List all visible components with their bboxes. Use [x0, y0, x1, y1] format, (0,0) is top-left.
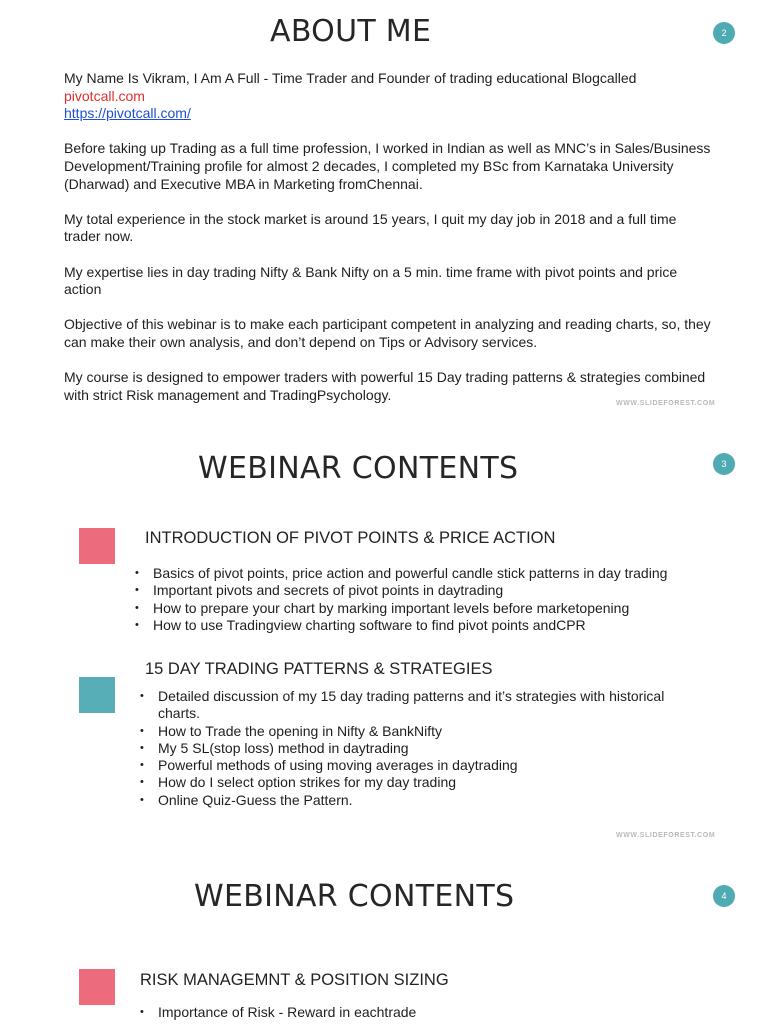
list-item: • My 5 SL(stop loss) method in daytrading — [140, 740, 700, 757]
slide-title: ABOUT ME — [270, 14, 432, 49]
paragraph-course: My course is designed to empower traders with powerful 15 Day trading patterns & strategies combined with strict Risk management and TradingPsychology. — [64, 369, 706, 403]
intro-text: My Name Is Vikram, I Am A Full - Time Trader and Founder of trading educational Blogcalled — [64, 70, 637, 86]
paragraph-expertise: My expertise lies in day trading Nifty & Bank Nifty on a 5 min. time frame with pivot points and price action — [64, 263, 678, 298]
list-item: • Online Quiz-Guess the Pattern. — [140, 792, 700, 809]
list-item: • Basics of pivot points, price action and powerful candle stick patterns in day trading — [135, 565, 725, 582]
page-number-badge: 3 — [713, 453, 735, 475]
paragraph-career: Before taking up Trading as a full time profession, I worked in Indian as well as MNC’s in Sales/Business Development/Training profile for almost 2 decades, I completed my BSc from Karnataka University (Dharwad) and Executive MBA in Marketing fromChennai. — [64, 140, 711, 192]
section-title-risk-management: RISK MANAGEMNT & POSITION SIZING — [140, 971, 449, 989]
section-marker-pink — [79, 969, 115, 1005]
watermark: WWW.SLIDEFOREST.COM — [616, 832, 716, 839]
list-item: • Importance of Risk - Reward in eachtrade — [140, 1004, 700, 1021]
page-number-badge: 2 — [713, 22, 735, 44]
list-item: • Important pivots and secrets of pivot points in daytrading — [135, 582, 725, 599]
site-link[interactable]: https://pivotcall.com/ — [64, 105, 191, 122]
site-name: pivotcall.com — [64, 87, 145, 104]
section-title-pivot-points: INTRODUCTION OF PIVOT POINTS & PRICE ACTION — [145, 529, 556, 547]
list-item: • How to Trade the opening in Nifty & BankNifty — [140, 723, 700, 740]
slide-title: WEBINAR CONTENTS — [194, 879, 515, 914]
list-item: • How do I select option strikes for my day trading — [140, 774, 700, 791]
page-number-badge: 4 — [713, 885, 735, 907]
list-item: • How to prepare your chart by marking important levels before marketopening — [135, 600, 725, 617]
section-bullets-risk-management — [140, 1004, 700, 1021]
slide-title: WEBINAR CONTENTS — [198, 451, 519, 486]
paragraph-objective: Objective of this webinar is to make each participant competent in analyzing and reading charts, so, they can make their own analysis, and don’t depend on Tips or Advisory services. — [64, 316, 711, 350]
list-item: • Powerful methods of using moving averages in daytrading — [140, 757, 700, 774]
section-title-trading-patterns: 15 DAY TRADING PATTERNS & STRATEGIES — [145, 660, 493, 678]
watermark: WWW.SLIDEFOREST.COM — [616, 400, 716, 407]
paragraph-experience: My total experience in the stock market is around 15 years, I quit my day job in 2018 and a full time trader now. — [64, 210, 677, 245]
list-item: • Detailed discussion of my 15 day trading patterns and it’s strategies with historical charts. — [140, 688, 700, 723]
list-item: • How to use Tradingview charting software to find pivot points andCPR — [135, 617, 725, 634]
